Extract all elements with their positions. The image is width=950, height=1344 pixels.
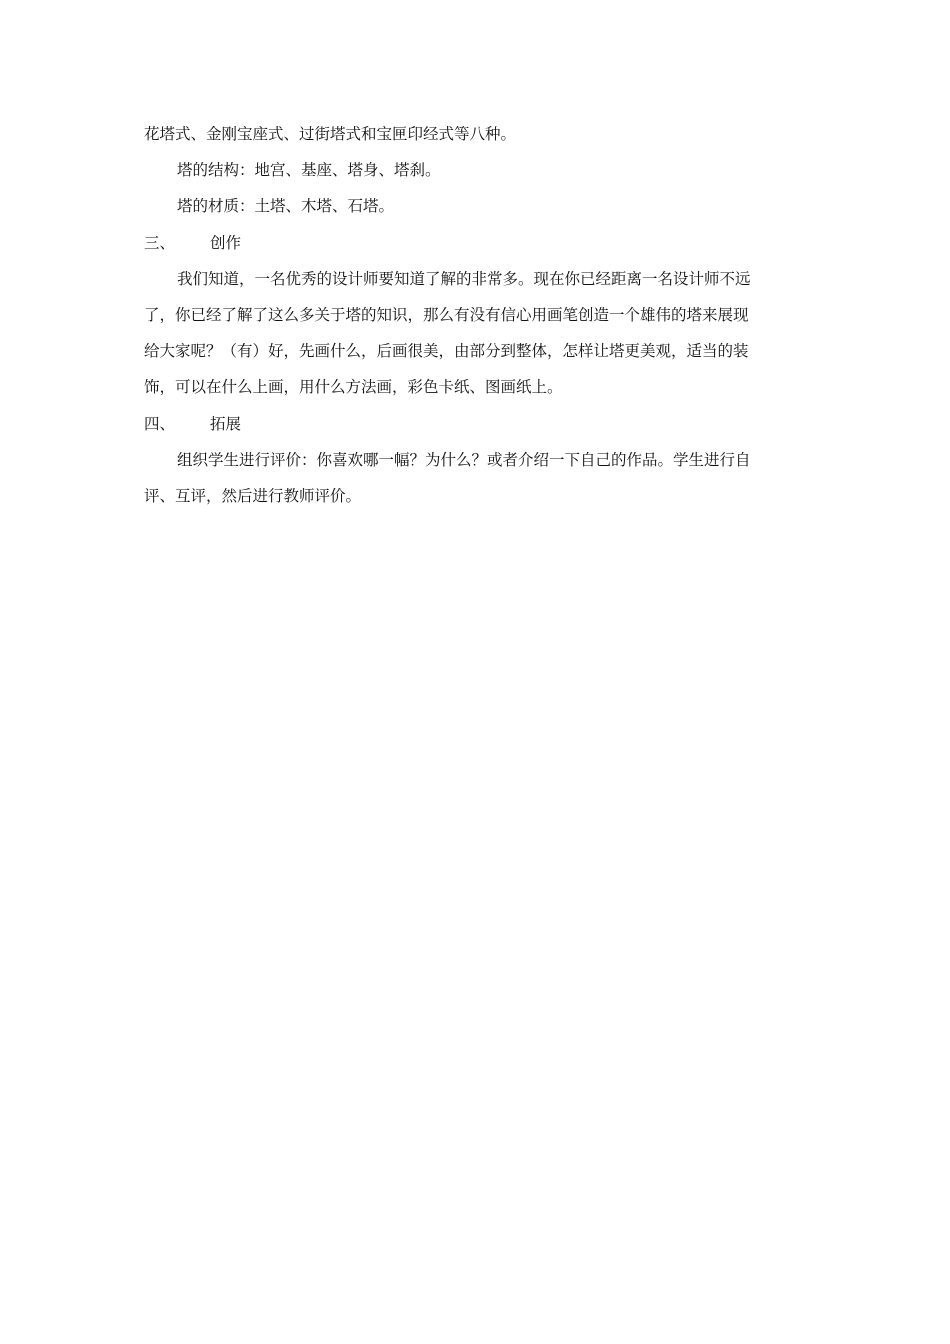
- text-line-material: 塔的材质：土塔、木塔、石塔。: [177, 197, 395, 216]
- section-number: 四、: [144, 414, 176, 433]
- paragraph-create: [144, 261, 808, 406]
- section-number: 三、: [144, 233, 176, 252]
- paragraph-line: 给大家呢？（有）好，先画什么，后画很美，由部分到整体，怎样让塔更美观，适当的装: [144, 342, 749, 361]
- paragraph-line: 组织学生进行评价：你喜欢哪一幅？为什么？或者介绍一下自己的作品。学生进行自: [177, 450, 751, 469]
- paragraph-line: 了，你已经了解了这么多关于塔的知识，那么有没有信心用画笔创造一个雄伟的塔来展现: [144, 306, 749, 325]
- section-title: 创作: [210, 233, 242, 252]
- section-heading-create: [144, 225, 808, 261]
- section-heading-extend: [144, 406, 808, 442]
- document-body: [144, 116, 808, 514]
- paragraph-line: 评、互评，然后进行教师评价。: [144, 487, 362, 506]
- section-title: 拓展: [210, 414, 242, 433]
- paragraph-line: 我们知道，一名优秀的设计师要知道了解的非常多。现在你已经距离一名设计师不远: [177, 269, 751, 288]
- paragraph-extend: [144, 442, 808, 514]
- text-line-structure: 塔的结构：地宫、基座、塔身、塔刹。: [177, 161, 441, 180]
- paragraph-line: 饰，可以在什么上画，用什么方法画，彩色卡纸、图画纸上。: [144, 378, 563, 397]
- text-line-continuation: 花塔式、金刚宝座式、过街塔式和宝匣印经式等八种。: [144, 125, 517, 143]
